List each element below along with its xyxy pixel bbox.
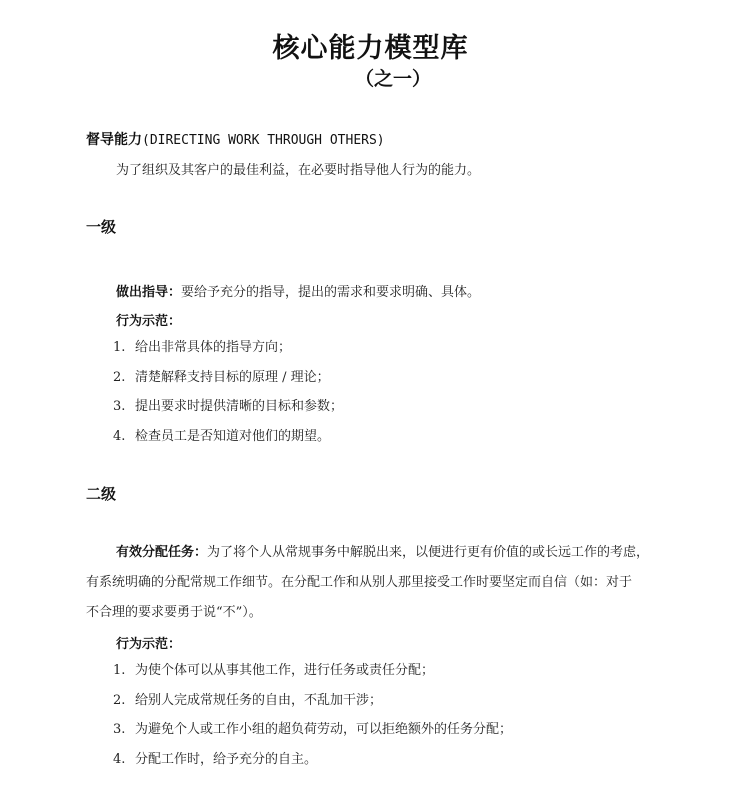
section-name-en: (DIRECTING WORK THROUGH OTHERS) [142,133,385,148]
level-2-definition-line3: 不合理的要求要勇于说“不”）。 [86,605,262,620]
level-2-behaviors-label: 行为示范： [116,637,182,652]
document-subtitle: （之一） [354,68,431,90]
level-1-definition [116,281,480,300]
list-item: 3. 提出要求时提供清晰的目标和参数； [113,399,344,414]
level-1-heading: 一级 [86,218,117,236]
level-2-definition-line2: 有系统明确的分配常规工作细节。在分配工作和从别人那里接受工作时要坚定而自信（如：对于 [86,575,633,590]
section-name-cn: 督导能力 [86,132,142,148]
level-2-definition-line1: 为了将个人从常规事务中解脱出来，以便进行更有价值的或长远工作的考虑， [207,545,650,560]
list-item: 2. 清楚解释支持目标的原理 / 理论； [113,369,330,385]
section-title [86,129,385,149]
section-description: 为了组织及其客户的最佳利益，在必要时指导他人行为的能力。 [116,163,481,178]
list-item: 2. 给别人完成常规任务的自由，不乱加干涉； [113,692,383,708]
level-1-definition-text: 要给予充分的指导，提出的需求和要求明确、具体。 [181,285,481,300]
level-1-term: 做出指导： [116,285,182,300]
list-item: 4. 检查员工是否知道对他们的期望。 [113,428,331,444]
level-2-term: 有效分配任务： [116,545,208,560]
list-item: 4. 分配工作时，给予充分的自主。 [113,751,318,767]
level-2-heading: 二级 [86,485,117,503]
list-item: 3. 为避免个人或工作小组的超负荷劳动，可以拒绝额外的任务分配； [113,722,513,737]
level-1-behavior-list [113,338,343,456]
level-1-behaviors-label: 行为示范： [116,314,182,329]
list-item: 1. 为使个体可以从事其他工作，进行任务或责任分配； [113,663,435,678]
level-2-definition [86,538,676,628]
document-title: 核心能力模型库 [272,33,469,64]
level-2-behavior-list [113,661,512,779]
list-item: 1. 给出非常具体的指导方向； [113,340,292,355]
